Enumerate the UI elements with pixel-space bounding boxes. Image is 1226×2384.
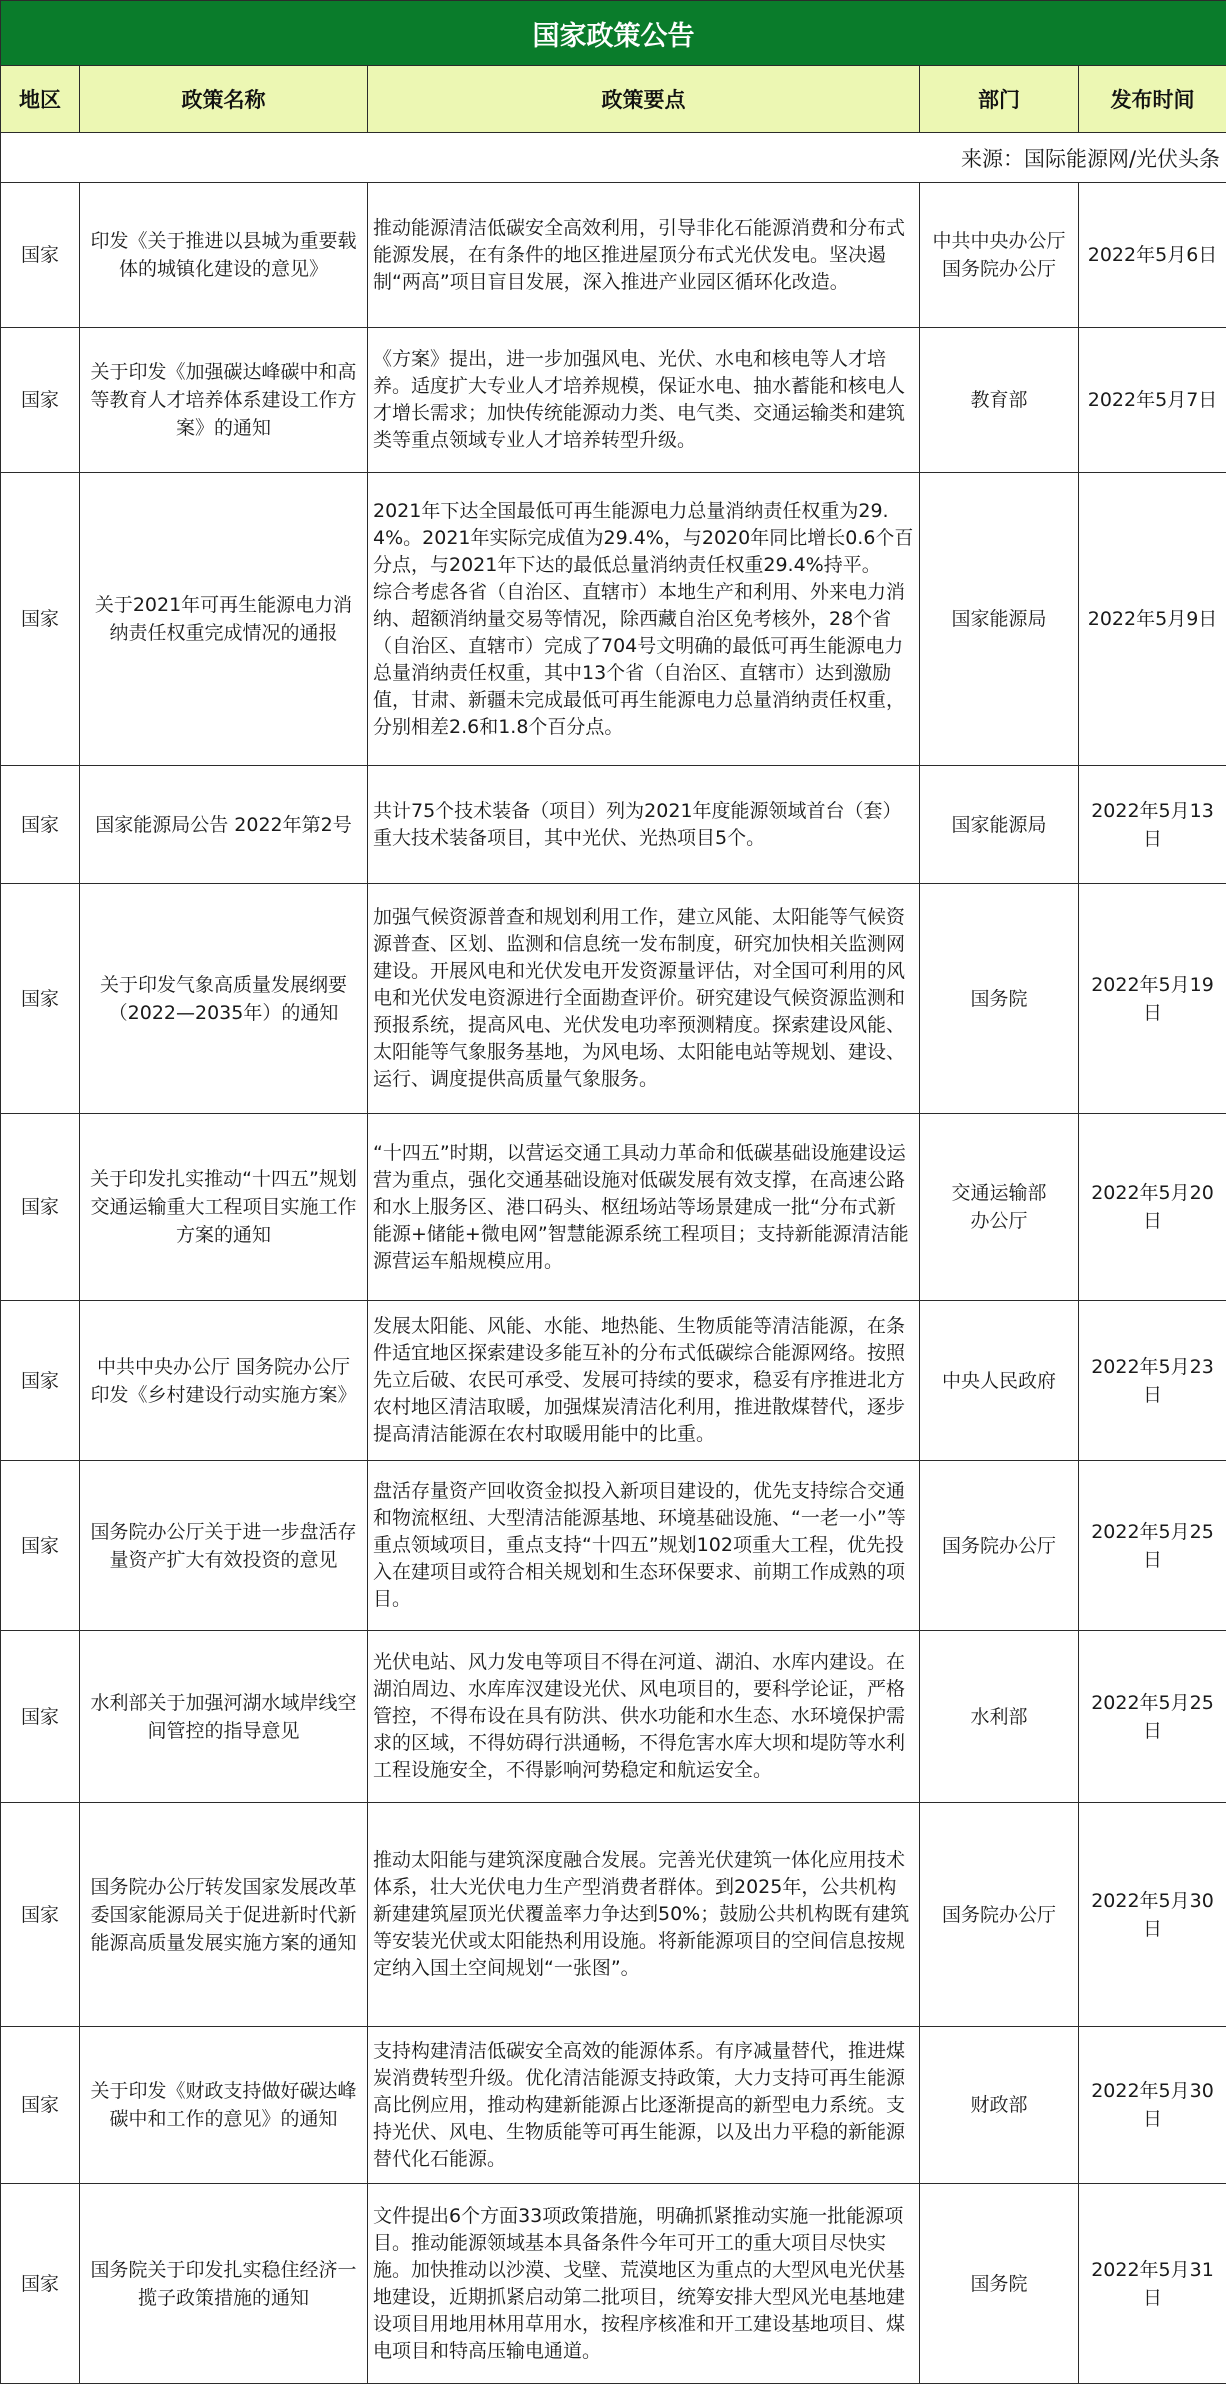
table-row [1,1631,1226,1803]
row-publish-date: 2022年5月23日 [1079,1301,1226,1461]
row-region: 国家 [1,1461,80,1631]
row-department: 财政部 [920,2027,1079,2184]
header-policy-name: 政策名称 [80,66,368,133]
row-policy-name: 关于印发《财政支持做好碳达峰碳中和工作的意见》的通知 [80,2027,368,2184]
row-region: 国家 [1,1631,80,1803]
table-row [1,183,1226,328]
row-policy-name: 中共中央办公厅 国务院办公厅印发《乡村建设行动实施方案》 [80,1301,368,1461]
row-department: 水利部 [920,1631,1079,1803]
row-policy-name: 国家能源局公告 2022年第2号 [80,766,368,884]
row-department: 中央人民政府 [920,1301,1079,1461]
table-title: 国家政策公告 [1,1,1226,66]
row-policy-points: 推动太阳能与建筑深度融合发展。完善光伏建筑一体化应用技术体系，壮大光伏电力生产型消费者群体。到2025年，公共机构新建建筑屋顶光伏覆盖率力争达到50%；鼓励公共机构既有建筑等安装光伏或太阳能热利用设施。将新能源项目的空间信息按规定纳入国土空间规划“一张图”。 [368,1803,920,2027]
row-policy-points: 2021年下达全国最低可再生能源电力总量消纳责任权重为29.4%。2021年实际完成值为29.4%，与2020年同比增长0.6个百分点，与2021年下达的最低总量消纳责任权重29.4%持平。 综合考虑各省（自治区、直辖市）本地生产和利用、外来电力消纳、超额消纳量交易等情况，除西藏自治区免考核外，28个省（自治区、直辖市）完成了704号文明确的最低可再生能源电力总量消纳责任权重，其中13个省（自治区、直辖市）达到激励值，甘肃、新疆未完成最低可再生能源电力总量消纳责任权重，分别相差2.6和1.8个百分点。 [368,473,920,766]
row-policy-name: 印发《关于推进以县城为重要载体的城镇化建设的意见》 [80,183,368,328]
row-region: 国家 [1,2184,80,2384]
row-region: 国家 [1,1803,80,2027]
table-row [1,1803,1226,2027]
row-publish-date: 2022年5月31日 [1079,2184,1226,2384]
row-publish-date: 2022年5月6日 [1079,183,1226,328]
row-policy-points: 光伏电站、风力发电等项目不得在河道、湖泊、水库内建设。在湖泊周边、水库库汊建设光伏、风电项目的，要科学论证，严格管控，不得布设在具有防洪、供水功能和水生态、水环境保护需求的区域，不得妨碍行洪通畅，不得危害水库大坝和堤防等水利工程设施安全，不得影响河势稳定和航运安全。 [368,1631,920,1803]
row-department: 国家能源局 [920,766,1079,884]
table-row [1,1114,1226,1301]
row-policy-name: 关于印发《加强碳达峰碳中和高等教育人才培养体系建设工作方案》的通知 [80,328,368,473]
row-publish-date: 2022年5月20日 [1079,1114,1226,1301]
row-region: 国家 [1,2027,80,2184]
row-policy-points: 加强气候资源普查和规划利用工作，建立风能、太阳能等气候资源普查、区划、监测和信息统一发布制度，研究加快相关监测网建设。开展风电和光伏发电开发资源量评估，对全国可利用的风电和光伏发电资源进行全面勘查评价。研究建设气候资源监测和预报系统，提高风电、光伏发电功率预测精度。探索建设风能、太阳能等气象服务基地，为风电场、太阳能电站等规划、建设、运行、调度提供高质量气象服务。 [368,884,920,1114]
row-publish-date: 2022年5月30日 [1079,2027,1226,2184]
row-policy-name: 国务院办公厅关于进一步盘活存量资产扩大有效投资的意见 [80,1461,368,1631]
row-publish-date: 2022年5月19日 [1079,884,1226,1114]
row-region: 国家 [1,884,80,1114]
row-region: 国家 [1,473,80,766]
row-publish-date: 2022年5月9日 [1079,473,1226,766]
row-department: 国务院办公厅 [920,1461,1079,1631]
row-policy-points: 推动能源清洁低碳安全高效利用，引导非化石能源消费和分布式能源发展，在有条件的地区推进屋顶分布式光伏发电。坚决遏制“两高”项目盲目发展，深入推进产业园区循环化改造。 [368,183,920,328]
table-row [1,1461,1226,1631]
header-policy-points: 政策要点 [368,66,920,133]
table-row [1,473,1226,766]
header-row [1,66,1226,133]
row-publish-date: 2022年5月25日 [1079,1631,1226,1803]
row-publish-date: 2022年5月25日 [1079,1461,1226,1631]
row-region: 国家 [1,183,80,328]
row-department: 交通运输部 办公厅 [920,1114,1079,1301]
row-policy-name: 关于印发气象高质量发展纲要（2022—2035年）的通知 [80,884,368,1114]
table-row [1,884,1226,1114]
row-publish-date: 2022年5月13日 [1079,766,1226,884]
table-row [1,2184,1226,2384]
row-policy-points: 共计75个技术装备（项目）列为2021年度能源领域首台（套）重大技术装备项目，其中光伏、光热项目5个。 [368,766,920,884]
row-policy-name: 关于印发扎实推动“十四五”规划交通运输重大工程项目实施工作方案的通知 [80,1114,368,1301]
table-row [1,1301,1226,1461]
row-region: 国家 [1,1114,80,1301]
row-policy-name: 关于2021年可再生能源电力消纳责任权重完成情况的通报 [80,473,368,766]
row-publish-date: 2022年5月30日 [1079,1803,1226,2027]
row-publish-date: 2022年5月7日 [1079,328,1226,473]
row-policy-points: 文件提出6个方面33项政策措施，明确抓紧推动实施一批能源项目。推动能源领域基本具备条件今年可开工的重大项目尽快实施。加快推动以沙漠、戈壁、荒漠地区为重点的大型风电光伏基地建设，近期抓紧启动第二批项目，统筹安排大型风光电基地建设项目用地用林用草用水，按程序核准和开工建设基地项目、煤电项目和特高压输电通道。 [368,2184,920,2384]
header-region: 地区 [1,66,80,133]
row-policy-points: 盘活存量资产回收资金拟投入新项目建设的，优先支持综合交通和物流枢纽、大型清洁能源基地、环境基础设施、“一老一小”等重点领域项目，重点支持“十四五”规划102项重大工程，优先投入在建项目或符合相关规划和生态环保要求、前期工作成熟的项目。 [368,1461,920,1631]
table-row [1,328,1226,473]
row-policy-points: 发展太阳能、风能、水能、地热能、生物质能等清洁能源，在条件适宜地区探索建设多能互补的分布式低碳综合能源网络。按照先立后破、农民可承受、发展可持续的要求，稳妥有序推进北方农村地区清洁取暖，加强煤炭清洁化利用，推进散煤替代，逐步提高清洁能源在农村取暖用能中的比重。 [368,1301,920,1461]
row-policy-name: 国务院办公厅转发国家发展改革委国家能源局关于促进新时代新能源高质量发展实施方案的通知 [80,1803,368,2027]
row-policy-points: “十四五”时期，以营运交通工具动力革命和低碳基础设施建设运营为重点，强化交通基础设施对低碳发展有效支撑，在高速公路和水上服务区、港口码头、枢纽场站等场景建成一批“分布式新能源+储能+微电网”智慧能源系统工程项目；支持新能源清洁能源营运车船规模应用。 [368,1114,920,1301]
row-policy-name: 水利部关于加强河湖水域岸线空间管控的指导意见 [80,1631,368,1803]
row-department: 国家能源局 [920,473,1079,766]
row-policy-points: 《方案》提出，进一步加强风电、光伏、水电和核电等人才培养。适度扩大专业人才培养规模，保证水电、抽水蓄能和核电人才增长需求；加快传统能源动力类、电气类、交通运输类和建筑类等重点领域专业人才培养转型升级。 [368,328,920,473]
row-department: 国务院办公厅 [920,1803,1079,2027]
row-region: 国家 [1,1301,80,1461]
header-publish-date: 发布时间 [1079,66,1226,133]
row-policy-points: 支持构建清洁低碳安全高效的能源体系。有序减量替代，推进煤炭消费转型升级。优化清洁能源支持政策，大力支持可再生能源高比例应用，推动构建新能源占比逐渐提高的新型电力系统。支持光伏、风电、生物质能等可再生能源，以及出力平稳的新能源替代化石能源。 [368,2027,920,2184]
row-department: 国务院 [920,2184,1079,2384]
row-region: 国家 [1,328,80,473]
table-row [1,2027,1226,2184]
table-row [1,766,1226,884]
row-department: 国务院 [920,884,1079,1114]
source-note: 来源：国际能源网/光伏头条 [1,133,1226,183]
header-department: 部门 [920,66,1079,133]
row-department: 教育部 [920,328,1079,473]
row-region: 国家 [1,766,80,884]
row-policy-name: 国务院关于印发扎实稳住经济一揽子政策措施的通知 [80,2184,368,2384]
row-department: 中共中央办公厅 国务院办公厅 [920,183,1079,328]
